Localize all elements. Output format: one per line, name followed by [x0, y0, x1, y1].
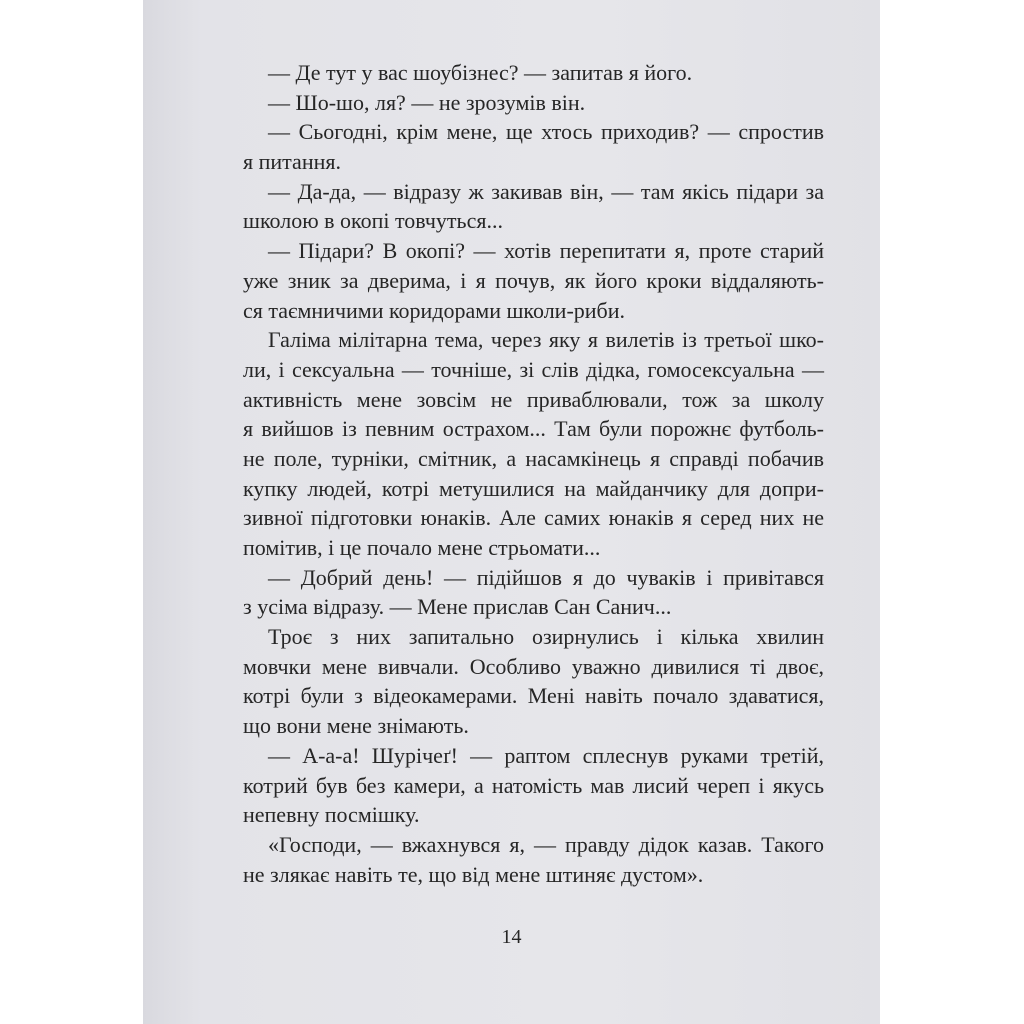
text-line: ли, і сексуальна — точніше, зі слів дідка, гомосексуальна — [243, 356, 824, 382]
text-line: не злякає навіть те, що від мене штиняє дустом». [243, 861, 704, 887]
text-line: я питання. [243, 149, 341, 175]
paragraph [243, 58, 824, 88]
text-line: я вийшов із певним острахом... Там були порожнє футболь- [243, 416, 824, 442]
paragraph [243, 325, 824, 563]
text-line: — Сьогодні, крім мене, ще хтось приходив? — спростив [268, 119, 824, 145]
paragraph [243, 117, 824, 176]
paragraph [243, 622, 824, 741]
text-line: помітив, і це почало мене стрьомати... [243, 535, 601, 560]
paragraph [243, 88, 824, 118]
book-page [143, 0, 880, 1024]
text-line: що вони мене знімають. [243, 713, 469, 739]
paragraph [243, 563, 824, 622]
text-line: «Господи, — вжахнувся я, — правду дідок казав. Такого [268, 831, 824, 857]
text-line: котрий був без камери, а натомість мав лисий череп і якусь [243, 772, 824, 798]
text-line: уже зник за дверима, і я почув, як його кроки віддаляють- [243, 267, 824, 293]
text-line: зивної підготовки юнаків. Але самих юнаків я серед них не [243, 505, 824, 531]
text-line: котрі були з відеокамерами. Мені навіть почало здаватися, [243, 683, 824, 709]
body-text [243, 58, 824, 889]
text-line: купку людей, котрі метушилися на майданчику для допри- [243, 475, 824, 501]
text-line: активність мене зовсім не приваблювали, тож за школу [243, 386, 824, 412]
text-line: — Де тут у вас шоубізнес? — запитав я його. [268, 60, 693, 85]
page-number: 14 [501, 926, 522, 948]
paragraph [243, 830, 824, 889]
text-line: з усіма відразу. — Мене прислав Сан Санич... [243, 594, 672, 620]
text-line: непевну посмішку. [243, 802, 420, 828]
text-line: ся таємничими коридорами школи-риби. [243, 297, 626, 323]
text-line: Троє з них запитально озирнулись і кілька хвилин [268, 624, 824, 650]
text-line: не поле, турніки, смітник, а насамкінець я справді побачив [243, 445, 824, 471]
text-line: — Підари? В окопі? — хотів перепитати я, проте старий [268, 238, 824, 264]
paragraph [243, 177, 824, 236]
text-line: школою в окопі товчуться... [243, 208, 503, 234]
text-line: — Добрий день! — підійшов я до чуваків і привітався [268, 564, 824, 590]
text-line: мовчки мене вивчали. Особливо уважно дивилися ті двоє, [243, 653, 824, 679]
text-line: — Да-да, — відразу ж закивав він, — там якісь підари за [268, 178, 824, 204]
paragraph [243, 236, 824, 325]
text-line: — А-а-а! Шурічеґ! — раптом сплеснув руками третій, [268, 742, 824, 768]
text-line: — Шо-шо, ля? — не зрозумів він. [268, 89, 586, 115]
text-line: Галіма мілітарна тема, через яку я вилетів із третьої шко- [268, 327, 824, 353]
paragraph [243, 741, 824, 830]
